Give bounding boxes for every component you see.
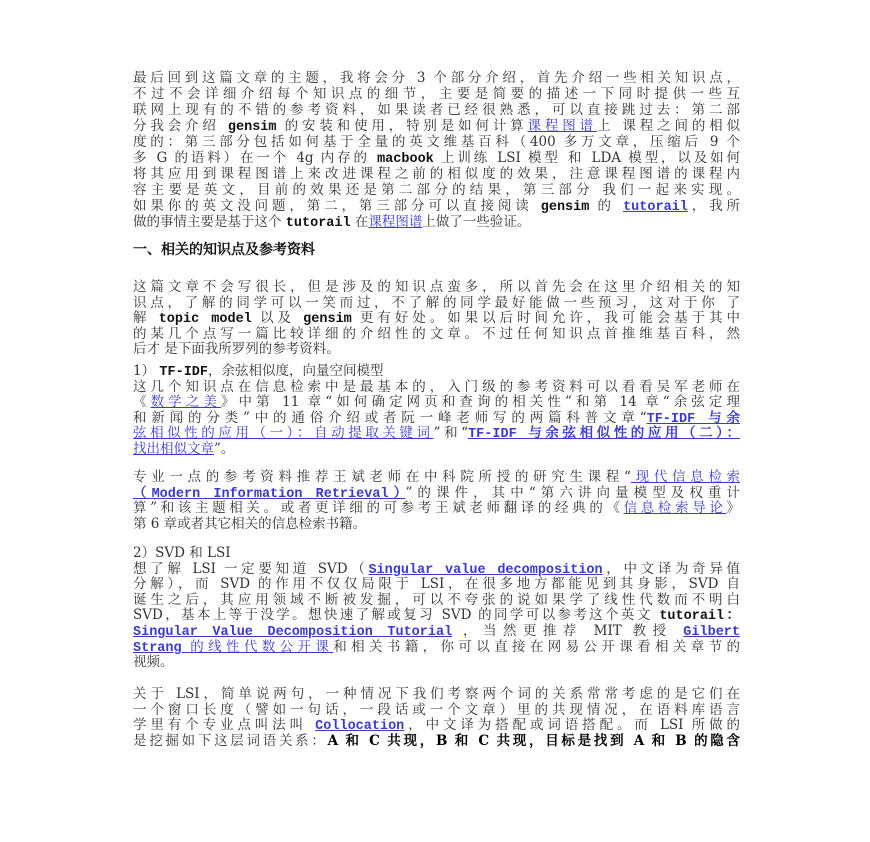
text-segment: 和相关书籍，你可以直接在网易公开课看相关章节的 [333, 638, 741, 655]
text-segment: 做的事情主要是基于这个 [133, 214, 286, 230]
text-line [133, 734, 740, 750]
text-segment: 想了解 LSI 一定要知道 SVD（ [133, 560, 369, 577]
text-line [133, 198, 740, 214]
text-segment: ”和“ [433, 425, 469, 442]
text-segment: 将其应用到课程图谱上来改进课程之前的相似度的效果，注意课程图谱的课程内 [133, 166, 740, 182]
text-segment: SVD，基本上等于没学。想快速了解或复习 SVD 的同学可以参考这个英文 [133, 607, 660, 624]
text-segment: 如果你的英文没问题，第二，第三部分可以直接阅读 [133, 198, 541, 214]
text-segment: 度的：第三部分包括如何基于全量的英文维基百科（400 多万文章，压缩后 9 个 [133, 134, 740, 150]
link[interactable]: 信息检索导论 [623, 500, 727, 517]
text-line [133, 718, 740, 734]
text-segment: 一个窗口长度（譬如一句话，一段话或一个文章）里的共现情况，在语料库语言 [133, 701, 740, 718]
text-line [133, 214, 740, 230]
text-segment: ”的课件，其中“第六讲向量模型及权重计 [405, 484, 740, 501]
text-line [133, 150, 740, 166]
svd-section [133, 546, 740, 671]
text-segment: macbook [377, 152, 434, 167]
text-segment: 专业一点的参考资料推荐王斌老师在中科院所授的研究生课程“ [133, 469, 631, 485]
text-segment: tutorail： [659, 609, 741, 625]
text-line [133, 70, 740, 86]
link[interactable]: 课程图谱 [527, 118, 597, 134]
tfidf-section [133, 364, 740, 458]
link[interactable]: TF-IDF 与余 [646, 411, 740, 427]
text-segment: 以及 [251, 310, 304, 327]
link[interactable]: Singular Value Decomposition Tutorial [133, 624, 453, 640]
link[interactable]: （Modern Information Retrieval） [133, 486, 406, 502]
text-segment: topic model [158, 312, 252, 328]
text-line [133, 608, 740, 624]
text-segment: 学里有个专业点叫法叫 [133, 717, 316, 734]
link[interactable]: Collocation [315, 719, 405, 735]
text-line [133, 280, 740, 296]
text-segment: gensim [227, 120, 277, 135]
text-segment: ，中文译为搭配或词语搭配。而 LSI 所做的 [404, 717, 740, 734]
text-segment: 多 G 的语料）在一个 4g 内存的 [133, 150, 378, 166]
text-segment: 1） [133, 363, 160, 379]
text-line [133, 624, 740, 640]
text-segment: 2）SVD 和 LSI [133, 545, 231, 561]
text-segment: 不过不会详细介绍每个知识点的细节，主要是简要的描述一下同时提供一些互 [133, 86, 740, 102]
lsi-paragraph [133, 687, 740, 749]
link[interactable]: 课程图谱 [368, 214, 423, 230]
text-segment: 解 [133, 310, 159, 327]
link[interactable]: tutorail [623, 200, 688, 215]
text-line [133, 486, 740, 502]
text-segment: ，中文译为奇异值 [602, 560, 740, 577]
text-segment: ，我所 [687, 198, 740, 214]
link[interactable]: 找出相似文章 [133, 440, 214, 457]
text-segment: 算”和该主题相关。或者更详细的可参考王斌老师翻译的经典的《 [133, 500, 624, 517]
bold-text: A 和 C 共现，B 和 C 共现，目标是找到 A 和 B 的隐含 [327, 732, 741, 749]
text-line [133, 501, 740, 517]
text-segment: 诞生之后，其应用领域不断被发掘，可以不夸张的说如果学了线性代数而不明白 [133, 591, 740, 608]
text-segment: 分我会介绍 [133, 118, 228, 134]
text-line [133, 364, 740, 380]
text-line [133, 86, 740, 102]
text-line [133, 426, 740, 442]
overview-paragraph [133, 280, 740, 358]
text-line [133, 380, 740, 396]
text-segment: 识点，了解的同学可以一笑而过，不了解的同学最好能做一些预习，这对于你 了 [133, 294, 740, 311]
text-segment: 在 [350, 214, 369, 230]
text-line [133, 118, 740, 134]
text-line [133, 546, 740, 562]
text-line [133, 517, 740, 533]
text-segment: 上做了一些验证。 [422, 214, 531, 230]
text-segment: 联网上现有的不错的参考资料，如果读者已经很熟悉，可以直接跳过去：第二部 [133, 102, 740, 118]
text-segment: TF-IDF [159, 365, 208, 380]
text-segment: 的 [589, 198, 624, 214]
text-segment: 第 6 章或者其它相关的信息检索书籍。 [133, 515, 367, 532]
text-segment: 是挖掘如下这层词语关系： [133, 732, 328, 749]
text-line [133, 470, 740, 486]
text-line [133, 311, 740, 327]
text-segment: 这篇文章不会写很长，但是涉及的知识点蛮多，所以首先会在这里介绍相关的知 [133, 279, 740, 295]
text-segment: 上训练 LSI 模型 和 LDA 模型，以及如何 [433, 150, 740, 166]
text-line [133, 102, 740, 118]
text-segment: 上 课程之间的相似 [596, 118, 741, 134]
text-segment: ，当然更推荐 MIT 教授 [452, 622, 684, 639]
text-segment: ，余弦相似度，向量空间模型 [208, 363, 384, 379]
text-segment: 关于 LSI，简单说两句，一种情况下我们考察两个词的关系常常考虑的是它们在 [133, 686, 740, 702]
text-line [133, 296, 740, 312]
link[interactable]: 现代信息检索 [630, 469, 740, 485]
intro-paragraph [133, 70, 740, 230]
link[interactable]: 弦相似性的应用（一）：自动提取关键词 [133, 425, 434, 442]
link[interactable]: 数学之美 [150, 394, 221, 411]
section-heading: 一、相关的知识点及参考资料 [133, 242, 315, 258]
text-segment: 视频。 [133, 654, 174, 671]
text-segment: 分解），而 SVD 的作用不仅仅局限于 LSI，在很多地方都能见到其身影，SVD 自 [133, 576, 740, 593]
text-line [133, 562, 740, 578]
text-line [133, 577, 740, 593]
text-segment: 后才 是下面我所罗列的参考资料。 [133, 341, 340, 358]
text-segment: 这几个知识点在信息检索中是最基本的，入门级的参考资料可以看看吴军老师在 [133, 378, 740, 395]
text-segment: 的某几个点写一篇比较详细的介绍性的文章。不过任何知识点首推维基百科，然 [133, 325, 740, 342]
link[interactable]: 的线性代数公开课 [181, 638, 334, 655]
text-line [133, 395, 740, 411]
text-line [133, 703, 740, 719]
ir-course-paragraph [133, 470, 740, 532]
text-line [133, 442, 740, 458]
text-line [133, 655, 740, 671]
text-segment: 的安装和使用，特别是如何计算 [276, 118, 528, 134]
text-segment: ”。 [214, 440, 235, 457]
link[interactable]: Strang [133, 640, 182, 656]
text-segment: gensim [540, 200, 590, 215]
link[interactable]: TF-IDF 与余弦相似性的应用（二）： [468, 427, 740, 443]
text-segment: tutorail [285, 216, 351, 231]
text-segment: 容主要是英文，目前的效果还是第二部分的结果，第三部分 我们一起来实现。 [133, 182, 740, 198]
text-segment: 》中第 11 章“如何确定网页和查询的相关性”和第 14 章“余弦定理 [220, 394, 740, 411]
text-line [133, 166, 740, 182]
text-line [133, 687, 740, 703]
text-segment: gensim [303, 312, 352, 328]
text-segment: 更有好处。如果以后时间允许，我可能会基于其中 [351, 310, 740, 327]
text-segment: 《 [133, 394, 151, 411]
text-line [133, 640, 740, 656]
text-segment: 最后回到这篇文章的主题，我将会分 3 个部分介绍，首先介绍一些相关知识点， [133, 70, 740, 86]
text-line [133, 134, 740, 150]
text-segment: 》 [726, 500, 740, 517]
text-segment: 和新闻的分类”中的通俗介绍或者阮一峰老师写的两篇科普文章“ [133, 409, 647, 426]
link[interactable]: Gilbert [683, 624, 741, 640]
text-line [133, 342, 740, 358]
link[interactable]: Singular value decomposition [368, 562, 603, 578]
text-line [133, 182, 740, 198]
